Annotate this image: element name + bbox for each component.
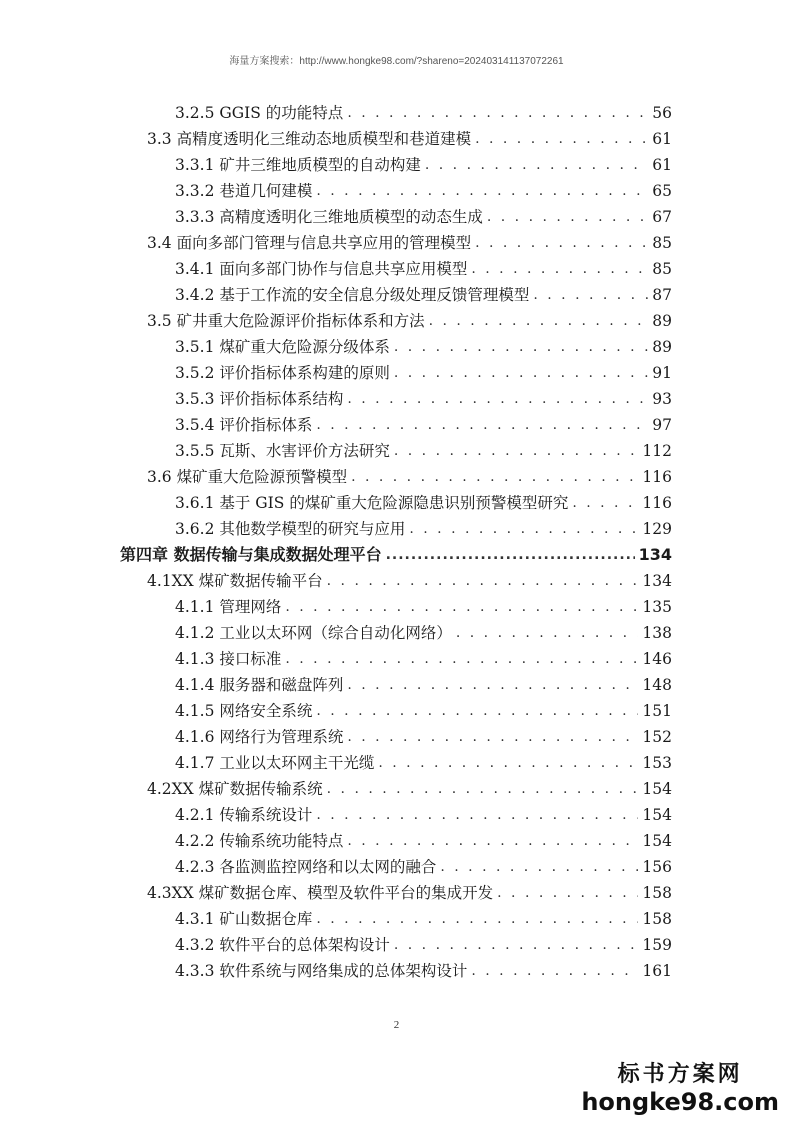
toc-entry-page: 154: [642, 832, 672, 850]
toc-entry[interactable]: [175, 955, 672, 981]
toc-entry-page: 153: [642, 754, 672, 772]
toc-entry[interactable]: [147, 123, 672, 149]
toc-leader-dots: [316, 181, 648, 201]
toc-entry[interactable]: [147, 877, 672, 903]
toc-entry-label: 4.1.4 服务器和磁盘阵列: [175, 676, 344, 694]
toc-entry[interactable]: [175, 617, 672, 643]
toc-entry-page: 97: [652, 416, 672, 434]
toc-entry-label: 3.4 面向多部门管理与信息共享应用的管理模型: [147, 234, 472, 252]
toc-entry[interactable]: [147, 305, 672, 331]
toc-leader-dots: [471, 259, 648, 279]
toc-leader-dots: [394, 337, 648, 357]
toc-entry-label: 3.6.2 其他数学模型的研究与应用: [175, 520, 406, 538]
toc-entry[interactable]: [175, 201, 672, 227]
toc-leader-dots: [316, 909, 638, 929]
toc-entry-label: 4.3.2 软件平台的总体架构设计: [175, 936, 390, 954]
toc-entry-page: 85: [652, 234, 672, 252]
toc-entry-page: 161: [642, 962, 672, 980]
toc-entry-page: 112: [642, 442, 672, 460]
toc-entry-page: 89: [652, 338, 672, 356]
toc-entry-label: 3.5.4 评价指标体系: [175, 416, 313, 434]
toc-entry-label: 3.2.5 GGIS 的功能特点: [175, 104, 344, 122]
toc-leader-dots: [327, 779, 639, 799]
toc-entry[interactable]: [175, 487, 672, 513]
toc-entry-page: 61: [652, 156, 672, 174]
toc-entry[interactable]: [175, 643, 672, 669]
watermark-en-text: hongke98.com: [581, 1088, 779, 1116]
toc-entry-label: 4.3.1 矿山数据仓库: [175, 910, 313, 928]
toc-leader-dots: [409, 519, 638, 539]
toc-entry-page: 134: [638, 545, 672, 564]
toc-leader-dots: [487, 207, 648, 227]
watermark-logo: [581, 1062, 779, 1116]
toc-entry-page: 116: [642, 494, 672, 512]
toc-entry-page: 138: [642, 624, 672, 642]
toc-entry-page: 152: [642, 728, 672, 746]
toc-entry-label: 3.3 高精度透明化三维动态地质模型和巷道建模: [147, 130, 472, 148]
toc-leader-dots: [475, 233, 648, 253]
toc-entry[interactable]: [175, 513, 672, 539]
toc-entry[interactable]: [175, 721, 672, 747]
toc-entry-label: 4.2.3 各监测监控网络和以太网的融合: [175, 858, 437, 876]
toc-leader-dots: [316, 701, 638, 721]
toc-entry[interactable]: [175, 435, 672, 461]
page-header-url: 海量方案搜索：http://www.hongke98.com/?shareno=202403141137072261: [229, 56, 564, 67]
toc-entry-page: 148: [642, 676, 672, 694]
toc-entry[interactable]: [175, 747, 672, 773]
toc-entry-page: 129: [642, 520, 672, 538]
toc-entry[interactable]: [175, 253, 672, 279]
toc-entry-label: 3.4.2 基于工作流的安全信息分级处理反馈管理模型: [175, 286, 530, 304]
toc-entry-page: 61: [652, 130, 672, 148]
toc-leader-dots: [316, 415, 648, 435]
toc-entry[interactable]: [175, 799, 672, 825]
toc-entry-label: 第四章 数据传输与集成数据处理平台: [120, 545, 382, 564]
toc-leader-dots: [394, 363, 648, 383]
toc-leader-dots: [347, 831, 638, 851]
toc-entry-page: 135: [642, 598, 672, 616]
toc-entry[interactable]: [175, 279, 672, 305]
toc-entry-page: 91: [652, 364, 672, 382]
toc-entry-label: 4.1.1 管理网络: [175, 598, 282, 616]
toc-leader-dots: [394, 935, 639, 955]
toc-leader-dots: [386, 545, 635, 565]
toc-entry-label: 3.3.2 巷道几何建模: [175, 182, 313, 200]
toc-entry-page: 56: [652, 104, 672, 122]
watermark-cn-text: 标书方案网: [617, 1062, 743, 1087]
toc-entry-page: 134: [642, 572, 672, 590]
toc-entry-page: 93: [652, 390, 672, 408]
toc-entry-label: 3.3.3 高精度透明化三维地质模型的动态生成: [175, 208, 483, 226]
toc-entry-label: 4.1.2 工业以太环网（综合自动化网络）: [175, 624, 452, 642]
toc-entry[interactable]: [175, 591, 672, 617]
toc-entry[interactable]: [175, 331, 672, 357]
toc-entry-label: 3.6 煤矿重大危险源预警模型: [147, 468, 348, 486]
toc-leader-dots: [533, 285, 648, 305]
toc-entry-label: 4.1XX 煤矿数据传输平台: [147, 572, 323, 590]
toc-entry-label: 3.6.1 基于 GIS 的煤矿重大危险源隐患识别预警模型研究: [175, 494, 569, 512]
toc-leader-dots: [572, 493, 638, 513]
toc-entry-label: 4.1.5 网络安全系统: [175, 702, 313, 720]
toc-leader-dots: [347, 103, 648, 123]
toc-entry[interactable]: [147, 773, 672, 799]
toc-entry[interactable]: [175, 825, 672, 851]
toc-entry[interactable]: [175, 669, 672, 695]
toc-leader-dots: [497, 883, 638, 903]
toc-entry-page: 154: [642, 806, 672, 824]
toc-leader-dots: [347, 389, 648, 409]
toc-entry-page: 116: [642, 468, 672, 486]
toc-leader-dots: [475, 129, 648, 149]
toc-leader-dots: [425, 155, 648, 175]
page-number: 2: [393, 1019, 400, 1031]
toc-entry-page: 159: [642, 936, 672, 954]
toc-entry-page: 87: [652, 286, 672, 304]
toc-entry-label: 4.1.6 网络行为管理系统: [175, 728, 344, 746]
toc-entry[interactable]: [175, 383, 672, 409]
toc-entry[interactable]: [175, 409, 672, 435]
toc-leader-dots: [347, 727, 638, 747]
toc-leader-dots: [471, 961, 638, 981]
toc-entry[interactable]: [175, 175, 672, 201]
toc-entry-page: 67: [652, 208, 672, 226]
toc-leader-dots: [351, 467, 638, 487]
toc-entry[interactable]: [175, 929, 672, 955]
toc-leader-dots: [440, 857, 638, 877]
toc-entry[interactable]: [175, 357, 672, 383]
toc-entry-label: 3.5 矿井重大危险源评价指标体系和方法: [147, 312, 425, 330]
toc-entry-label: 3.4.1 面向多部门协作与信息共享应用模型: [175, 260, 468, 278]
toc-entry-label: 4.2.1 传输系统设计: [175, 806, 313, 824]
toc-leader-dots: [285, 649, 638, 669]
toc-entry-page: 151: [642, 702, 672, 720]
toc-entry[interactable]: [175, 149, 672, 175]
toc-leader-dots: [285, 597, 638, 617]
toc-entry-label: 4.1.7 工业以太环网主干光缆: [175, 754, 375, 772]
toc-entry-page: 158: [642, 910, 672, 928]
toc-entry-label: 3.5.1 煤矿重大危险源分级体系: [175, 338, 390, 356]
toc-leader-dots: [316, 805, 638, 825]
toc-entry[interactable]: [147, 565, 672, 591]
toc-entry[interactable]: [175, 97, 672, 123]
toc-entry-page: 154: [642, 780, 672, 798]
toc-entry-page: 158: [642, 884, 672, 902]
toc-entry-page: 89: [652, 312, 672, 330]
toc-entry-label: 4.3.3 软件系统与网络集成的总体架构设计: [175, 962, 468, 980]
toc-leader-dots: [347, 675, 638, 695]
toc-entry-label: 4.2.2 传输系统功能特点: [175, 832, 344, 850]
toc-entry-label: 3.3.1 矿井三维地质模型的自动构建: [175, 156, 421, 174]
toc-leader-dots: [456, 623, 639, 643]
toc-entry-page: 146: [642, 650, 672, 668]
toc-entry[interactable]: [175, 851, 672, 877]
toc-entry-label: 3.5.5 瓦斯、水害评价方法研究: [175, 442, 390, 460]
toc-entry-label: 4.2XX 煤矿数据传输系统: [147, 780, 323, 798]
toc-entry[interactable]: [175, 695, 672, 721]
toc-entry-page: 65: [652, 182, 672, 200]
toc-entry-label: 3.5.2 评价指标体系构建的原则: [175, 364, 390, 382]
toc-leader-dots: [327, 571, 639, 591]
toc-entry[interactable]: [147, 461, 672, 487]
toc-entry-label: 3.5.3 评价指标体系结构: [175, 390, 344, 408]
toc-leader-dots: [394, 441, 639, 461]
toc-leader-dots: [378, 753, 638, 773]
toc-entry-page: 85: [652, 260, 672, 278]
toc-entry-page: 156: [642, 858, 672, 876]
toc-entry-label: 4.1.3 接口标准: [175, 650, 282, 668]
toc-entry[interactable]: [175, 903, 672, 929]
toc-entry[interactable]: [147, 227, 672, 253]
toc-entry-label: 4.3XX 煤矿数据仓库、模型及软件平台的集成开发: [147, 884, 494, 902]
toc-leader-dots: [429, 311, 649, 331]
toc-chapter-entry[interactable]: [120, 539, 672, 565]
